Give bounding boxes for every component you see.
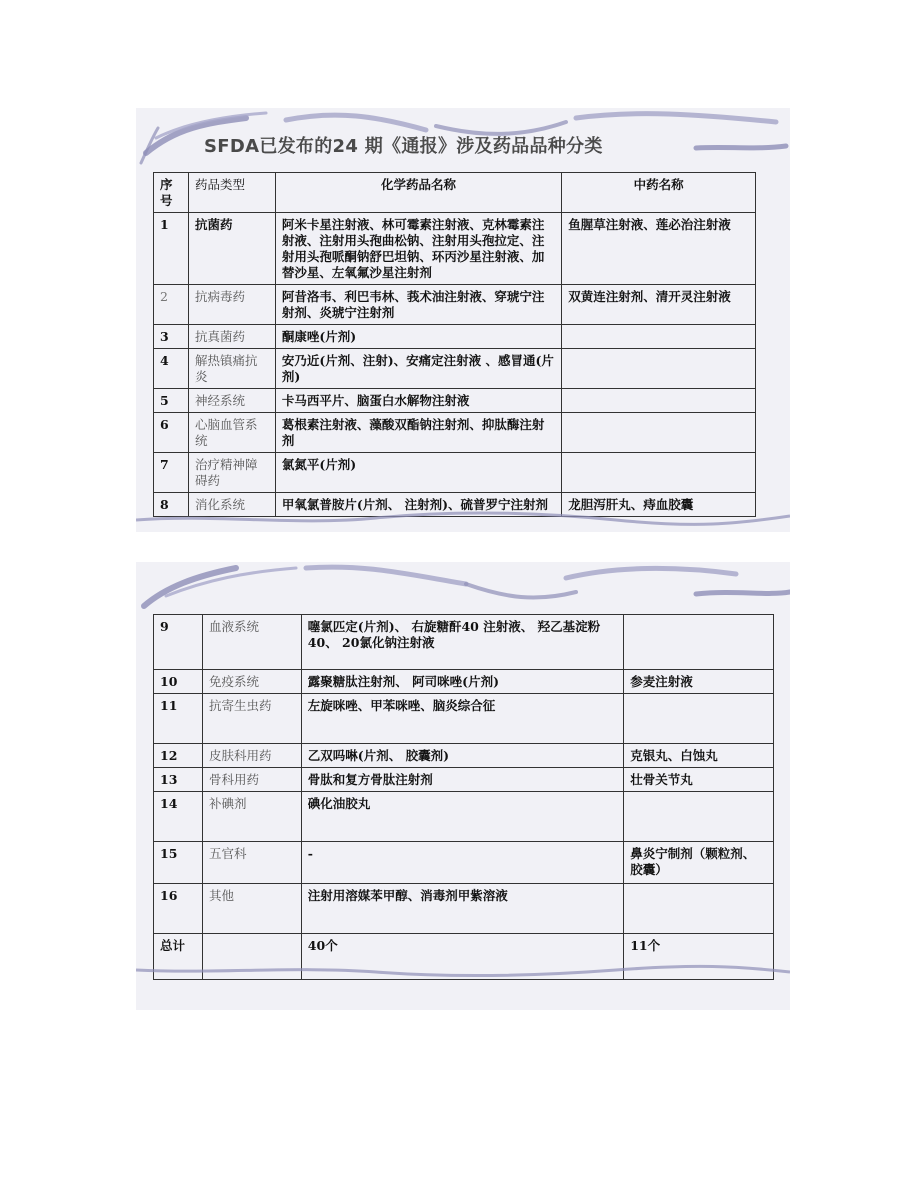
table-row bbox=[154, 325, 756, 349]
table-row bbox=[154, 349, 756, 389]
table-row bbox=[154, 213, 756, 285]
row-chem: - bbox=[301, 842, 623, 884]
row-type: 血液系统 bbox=[202, 615, 301, 670]
row-tcm: 鱼腥草注射液、莲必治注射液 bbox=[562, 213, 756, 285]
row-chem: 安乃近(片剂、注射)、安痛定注射液 、感冒通(片剂) bbox=[275, 349, 561, 389]
row-no: 5 bbox=[154, 389, 189, 413]
row-tcm bbox=[624, 615, 774, 670]
row-no: 8 bbox=[154, 493, 189, 517]
header-tcm: 中药名称 bbox=[562, 173, 756, 213]
row-tcm: 11个 bbox=[624, 934, 774, 980]
row-type: 抗寄生虫药 bbox=[202, 694, 301, 744]
row-tcm bbox=[562, 325, 756, 349]
header-no: 序号 bbox=[154, 173, 189, 213]
row-type: 抗菌药 bbox=[188, 213, 275, 285]
row-tcm: 鼻炎宁制剂（颗粒剂、胶囊） bbox=[624, 842, 774, 884]
row-tcm: 参麦注射液 bbox=[624, 670, 774, 694]
row-no: 6 bbox=[154, 413, 189, 453]
drug-table-1 bbox=[153, 172, 756, 517]
drug-table-2 bbox=[153, 614, 774, 980]
row-no: 16 bbox=[154, 884, 203, 934]
row-tcm bbox=[624, 792, 774, 842]
row-type: 皮肤科用药 bbox=[202, 744, 301, 768]
row-tcm bbox=[624, 694, 774, 744]
row-tcm: 克银丸、白蚀丸 bbox=[624, 744, 774, 768]
row-no: 12 bbox=[154, 744, 203, 768]
row-no: 11 bbox=[154, 694, 203, 744]
page-title: SFDA已发布的24 期《通报》涉及药品品种分类 bbox=[204, 136, 603, 157]
row-tcm bbox=[562, 389, 756, 413]
table-header-row bbox=[154, 173, 756, 213]
row-chem: 40个 bbox=[301, 934, 623, 980]
decorative-wave-top-icon bbox=[136, 562, 790, 614]
row-no: 4 bbox=[154, 349, 189, 389]
table-row bbox=[154, 615, 774, 670]
row-chem: 露聚糖肽注射剂、 阿司咪唑(片剂) bbox=[301, 670, 623, 694]
row-chem: 阿米卡星注射液、林可霉素注射液、克林霉素注射液、注射用头孢曲松钠、注射用头孢拉定、注射用头孢哌酮钠舒巴坦钠、环丙沙星注射液、加替沙星、左氧氟沙星注射剂 bbox=[275, 213, 561, 285]
row-no: 总计 bbox=[154, 934, 203, 980]
row-type: 其他 bbox=[202, 884, 301, 934]
row-tcm: 双黄连注射剂、清开灵注射液 bbox=[562, 285, 756, 325]
row-no: 13 bbox=[154, 768, 203, 792]
row-no: 9 bbox=[154, 615, 203, 670]
row-chem: 氯氮平(片剂) bbox=[275, 453, 561, 493]
row-type: 心脑血管系统 bbox=[188, 413, 275, 453]
row-chem: 左旋咪唑、甲苯咪唑、脑炎综合征 bbox=[301, 694, 623, 744]
row-chem: 骨肽和复方骨肽注射剂 bbox=[301, 768, 623, 792]
row-type: 补碘剂 bbox=[202, 792, 301, 842]
row-type: 消化系统 bbox=[188, 493, 275, 517]
table-row bbox=[154, 792, 774, 842]
row-no: 7 bbox=[154, 453, 189, 493]
table-row bbox=[154, 670, 774, 694]
table-row bbox=[154, 413, 756, 453]
decorative-wave-bottom-icon bbox=[136, 960, 790, 984]
header-chem: 化学药品名称 bbox=[275, 173, 561, 213]
row-type: 免疫系统 bbox=[202, 670, 301, 694]
row-no: 2 bbox=[154, 285, 189, 325]
row-type: 骨科用药 bbox=[202, 768, 301, 792]
row-tcm bbox=[562, 453, 756, 493]
row-tcm bbox=[562, 349, 756, 389]
table-row bbox=[154, 694, 774, 744]
row-type: 五官科 bbox=[202, 842, 301, 884]
row-type: 抗病毒药 bbox=[188, 285, 275, 325]
row-tcm bbox=[624, 884, 774, 934]
row-type: 神经系统 bbox=[188, 389, 275, 413]
row-type: 解热镇痛抗炎 bbox=[188, 349, 275, 389]
row-no: 14 bbox=[154, 792, 203, 842]
table-row bbox=[154, 389, 756, 413]
table-row bbox=[154, 285, 756, 325]
table-row bbox=[154, 453, 756, 493]
table-row bbox=[154, 744, 774, 768]
table-row bbox=[154, 884, 774, 934]
row-chem: 注射用溶媒苯甲醇、消毒剂甲紫溶液 bbox=[301, 884, 623, 934]
row-tcm: 龙胆泻肝丸、痔血胶囊 bbox=[562, 493, 756, 517]
slide-1 bbox=[136, 108, 790, 532]
row-tcm bbox=[562, 413, 756, 453]
row-chem: 甲氧氯普胺片(片剂、 注射剂)、硫普罗宁注射剂 bbox=[275, 493, 561, 517]
row-no: 3 bbox=[154, 325, 189, 349]
row-chem: 卡马西平片、脑蛋白水解物注射液 bbox=[275, 389, 561, 413]
row-type: 抗真菌药 bbox=[188, 325, 275, 349]
row-chem: 噻氯匹定(片剂)、 右旋糖酐40 注射液、 羟乙基淀粉40、 20氯化钠注射液 bbox=[301, 615, 623, 670]
row-chem: 酮康唑(片剂) bbox=[275, 325, 561, 349]
row-no: 1 bbox=[154, 213, 189, 285]
table-row bbox=[154, 842, 774, 884]
row-type: 治疗精神障碍药 bbox=[188, 453, 275, 493]
row-no: 15 bbox=[154, 842, 203, 884]
slide-2 bbox=[136, 562, 790, 1010]
row-chem: 阿昔洛韦、利巴韦林、莪术油注射液、穿琥宁注射剂、炎琥宁注射剂 bbox=[275, 285, 561, 325]
row-chem: 乙双吗啉(片剂、 胶囊剂) bbox=[301, 744, 623, 768]
decorative-wave-bottom-icon bbox=[136, 506, 790, 530]
row-chem: 碘化油胶丸 bbox=[301, 792, 623, 842]
row-chem: 葛根素注射液、藻酸双酯钠注射剂、抑肽酶注射剂 bbox=[275, 413, 561, 453]
row-no: 10 bbox=[154, 670, 203, 694]
header-type: 药品类型 bbox=[188, 173, 275, 213]
table-row bbox=[154, 768, 774, 792]
row-tcm: 壮骨关节丸 bbox=[624, 768, 774, 792]
